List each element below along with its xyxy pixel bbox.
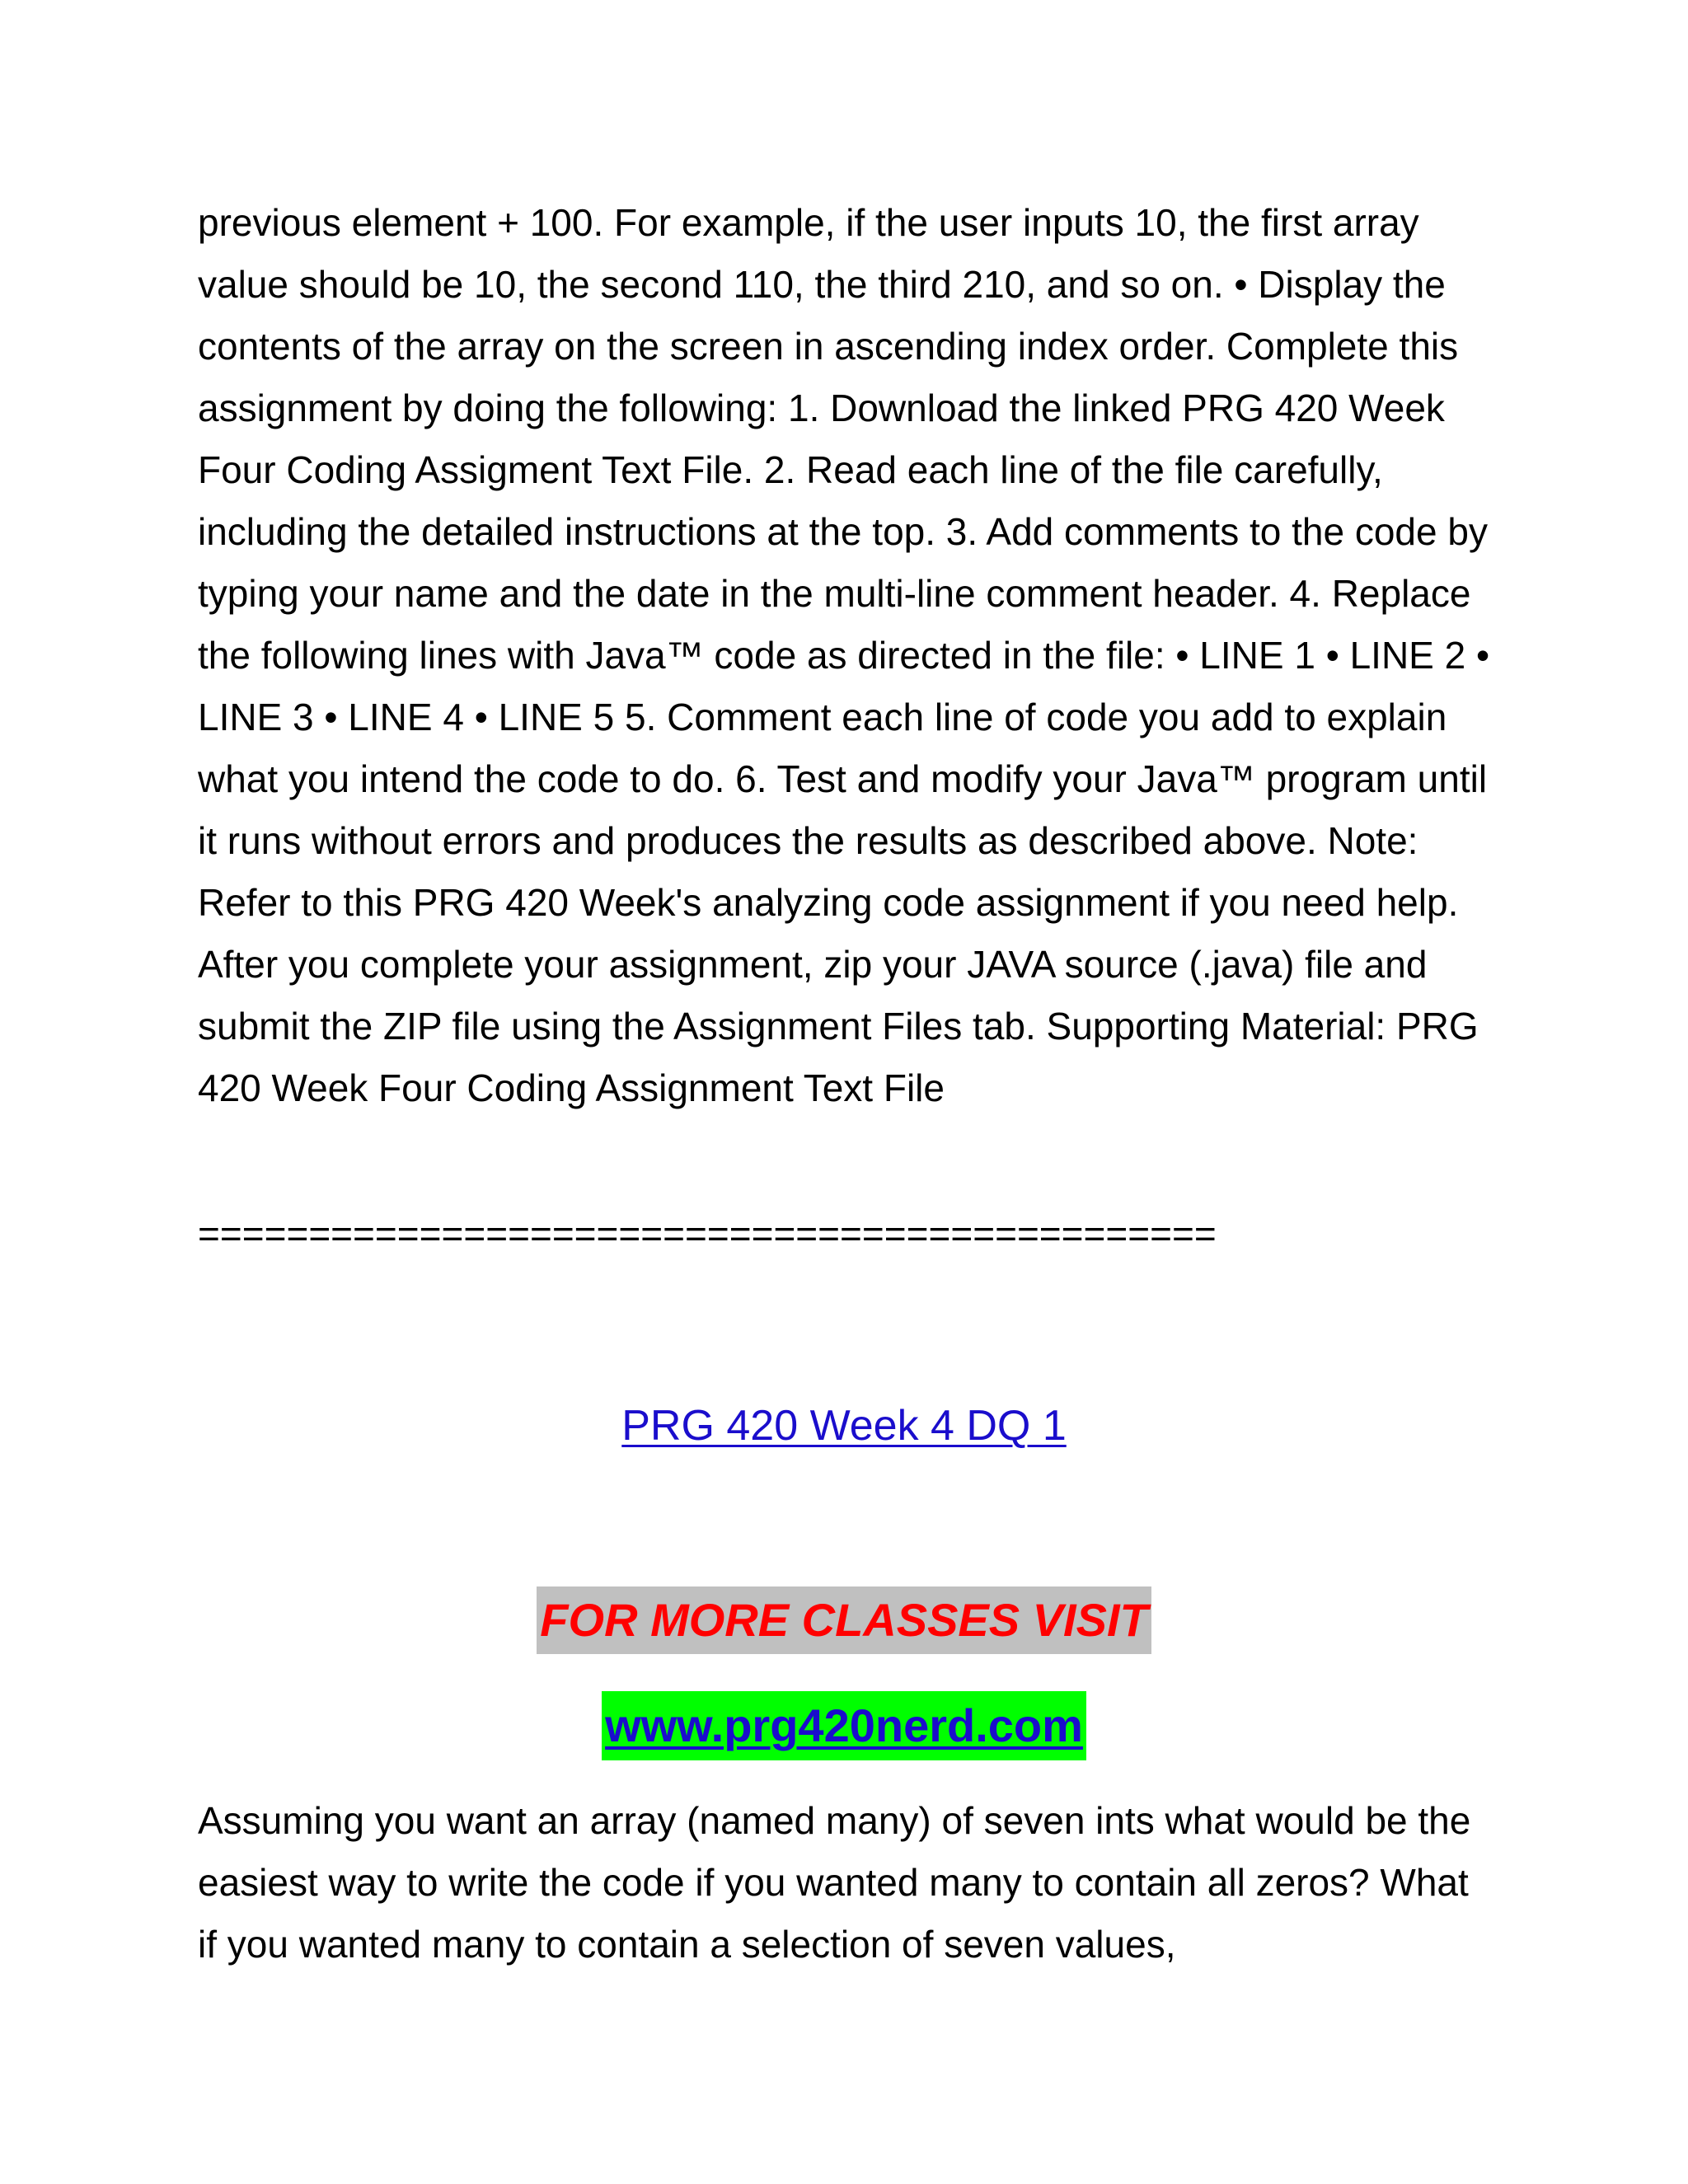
promo-banner bbox=[0, 1586, 1688, 1654]
dq-title-container bbox=[0, 1393, 1688, 1459]
promo-text: FOR MORE CLASSES VISIT bbox=[537, 1586, 1151, 1654]
assignment-instructions-paragraph: previous element + 100. For example, if the user inputs 10, the first array value should be 10, the second 110, the third 210, and so on. • Display the contents of the array on the screen in ascending index order. Complete this assignment by doing the following: 1. Download the linked PRG 420 Week Four Coding Assigment Text File. 2. Read each line of the file carefully, including the detailed instructions at the top. 3. Add comments to the code by typing your name and the date in the multi-line comment header. 4. Replace the following lines with Java™ code as directed in the file: • LINE 1 • LINE 2 • LINE 3 • LINE 4 • LINE 5 5. Comment each line of code you add to explain what you intend the code to do. 6. Test and modify your Java™ program until it runs without errors and produces the results as described above. Note: Refer to this PRG 420 Week's analyzing code assignment if you need help. After you complete your assignment, zip your JAVA source (.java) file and submit the ZIP file using the Assignment Files tab. Supporting Material: PRG 420 Week Four Coding Assignment Text File bbox=[198, 201, 1490, 1109]
dq-title-link[interactable]: PRG 420 Week 4 DQ 1 bbox=[621, 1402, 1067, 1450]
section-separator: ============================================== bbox=[198, 1212, 1217, 1255]
dq-question-paragraph: Assuming you want an array (named many) of seven ints what would be the easiest way to write the code if you wanted many to contain all zeros? What if you wanted many to contain a selection of seven values, bbox=[198, 1799, 1471, 1966]
site-link[interactable]: www.prg420nerd.com bbox=[602, 1691, 1086, 1760]
site-link-container bbox=[0, 1691, 1688, 1760]
